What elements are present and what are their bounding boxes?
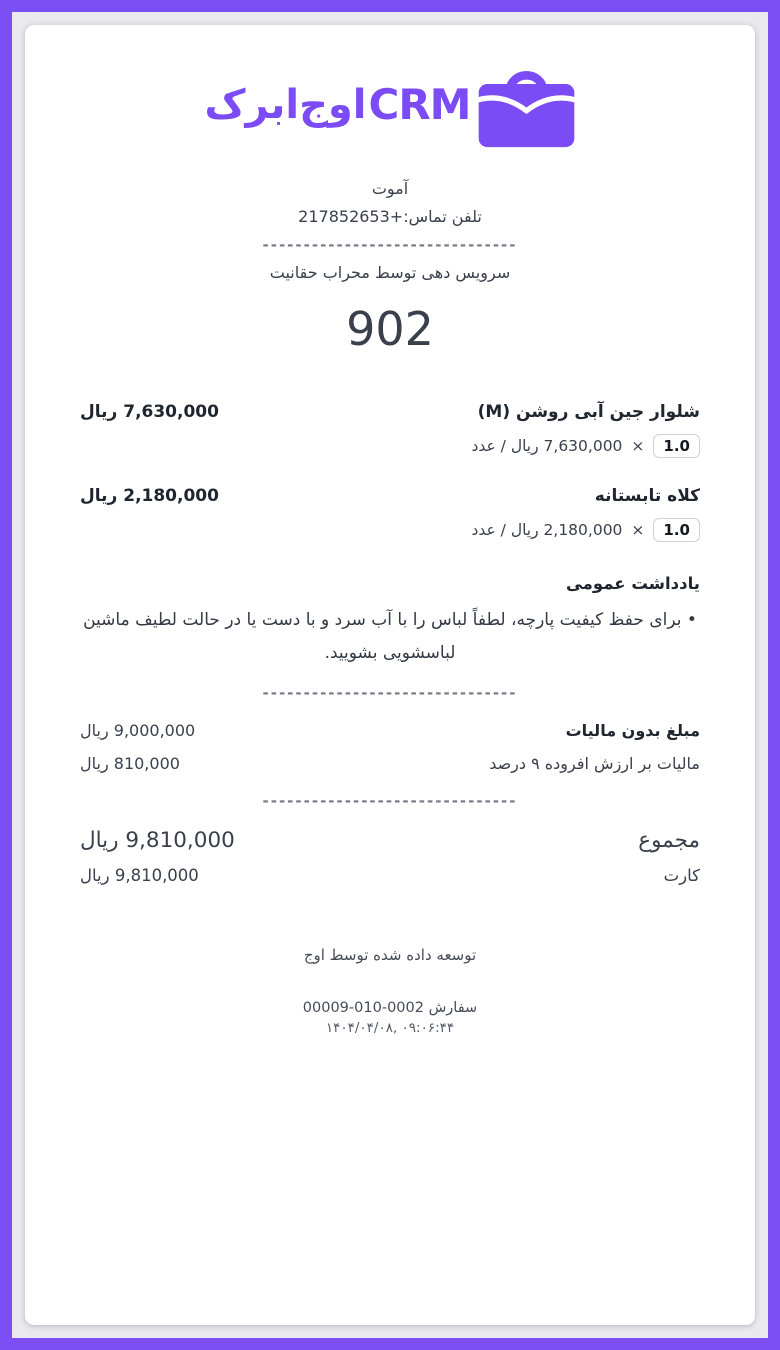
line-item-head: [80, 484, 700, 508]
line-item-qty-row: [80, 518, 700, 542]
tax-label: مالیات بر ارزش افروده ۹ درصد: [489, 754, 700, 773]
tax-row: [80, 747, 700, 780]
tax-value: 810,000 ریال: [80, 754, 180, 773]
line-items: [25, 400, 755, 542]
order-reference: سفارش 0002-010-00009: [302, 1000, 478, 1016]
multiply-sign: ×: [631, 521, 645, 539]
item-total: 2,180,000 ریال: [80, 486, 219, 506]
payment-value: 9,810,000 ریال: [80, 866, 199, 885]
order-datetime: ۱۴۰۴/۰۴/۰۸, ۰۹:۰۶:۴۴: [325, 1020, 455, 1036]
note-title: یادداشت عمومی: [565, 574, 700, 593]
item-unit-price: 2,180,000 ریال / عدد: [471, 521, 623, 539]
note-body: • برای حفظ کیفیت پارچه، لطفاً لباس را با آب سرد و با دست یا در حالت لطیف ماشین لباسشویی بشویید.: [83, 610, 697, 663]
subtotal-value: 9,000,000 ریال: [80, 721, 196, 740]
separator-line: -------------------------------: [262, 684, 518, 702]
general-note: [25, 572, 755, 670]
multiply-sign: ×: [631, 437, 645, 455]
receipt-footer: [25, 946, 755, 1036]
separator-line: -------------------------------: [262, 792, 518, 810]
line-item-head: [80, 400, 700, 424]
separator-line: -------------------------------: [262, 236, 518, 254]
item-unit-price: 7,630,000 ریال / عدد: [471, 437, 623, 455]
order-number: 902: [346, 302, 434, 356]
grand-total-label: مجموع: [638, 828, 700, 853]
store-info: [25, 175, 755, 287]
subtotal-row: [80, 714, 700, 747]
line-item-qty-row: [80, 434, 700, 458]
line-item: [80, 484, 700, 542]
item-title: کلاه تابستانه: [594, 486, 700, 506]
developed-by: توسعه داده شده توسط اوج: [303, 946, 477, 964]
quantity-badge: 1.0: [653, 434, 700, 458]
grand-total-section: [25, 826, 755, 888]
subtotal-label: مبلغ بدون مالیات: [565, 721, 700, 740]
store-phone: تلفن تماس:+217852653: [298, 207, 482, 226]
item-total: 7,630,000 ریال: [80, 402, 219, 422]
item-title: شلوار جین آبی روشن (M): [477, 402, 700, 422]
store-name: آموت: [371, 179, 409, 198]
brand-name-en: CRM: [368, 80, 471, 129]
payment-row: [80, 864, 700, 888]
grand-total-value: 9,810,000 ریال: [80, 828, 235, 853]
totals-section: [25, 714, 755, 780]
brand-name-fa: اوج‌ابرک: [204, 82, 367, 128]
grand-total-row: [80, 826, 700, 856]
receipt-card: [25, 25, 755, 1325]
served-by: سرویس دهی توسط محراب حقانیت: [269, 263, 511, 282]
brand-logo: [25, 61, 755, 149]
line-item: [80, 400, 700, 458]
briefcase-icon: [478, 61, 575, 149]
payment-method-label: کارت: [663, 866, 700, 885]
quantity-badge: 1.0: [653, 518, 700, 542]
